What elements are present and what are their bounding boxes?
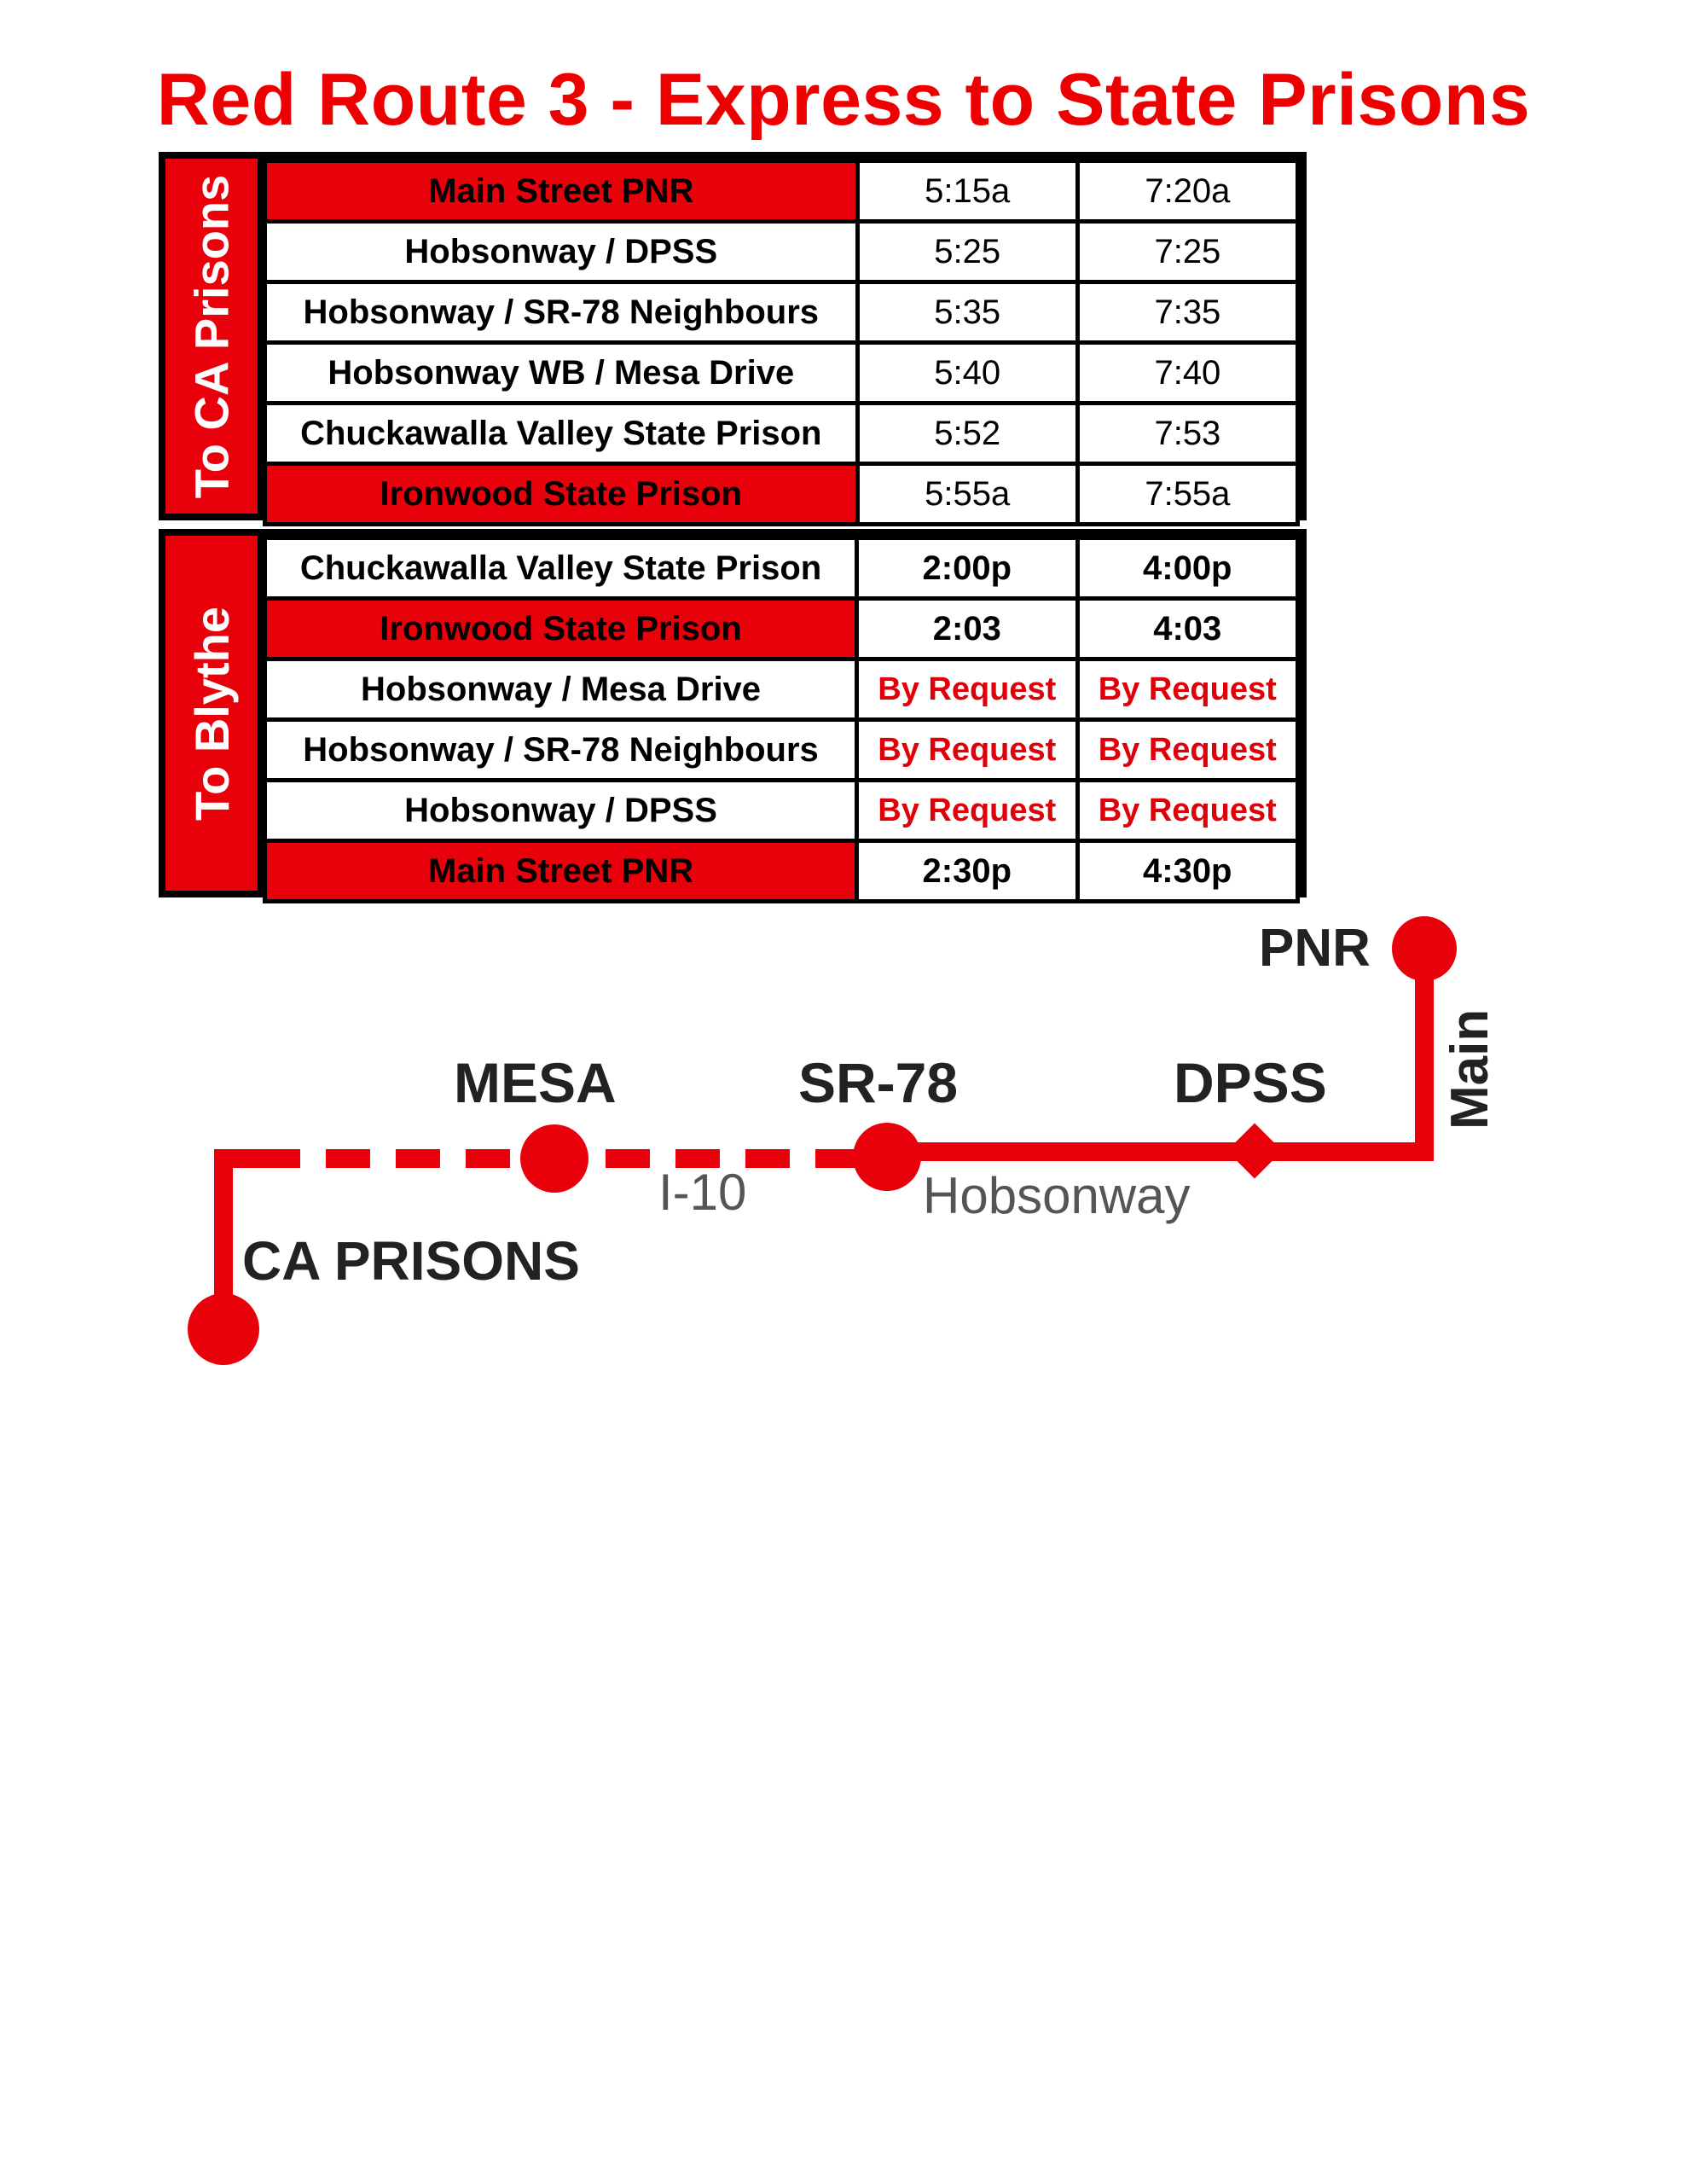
stop-name: Ironwood State Prison bbox=[265, 599, 857, 659]
departure-time: 2:00p bbox=[857, 538, 1077, 599]
road-label-i10: I-10 bbox=[658, 1164, 747, 1221]
request-time: By Request bbox=[1077, 781, 1297, 841]
request-time: By Request bbox=[1077, 659, 1297, 720]
page-title: Red Route 3 - Express to State Prisons bbox=[156, 59, 1531, 141]
stop-label-mesa: MESA bbox=[454, 1051, 617, 1114]
direction-label: To CA Prisons bbox=[184, 174, 239, 498]
table-row bbox=[265, 161, 1298, 222]
stop-name: Main Street PNR bbox=[265, 161, 858, 222]
direction-label-panel bbox=[165, 536, 263, 891]
departure-time: 5:55a bbox=[857, 464, 1077, 525]
stop-name: Chuckawalla Valley State Prison bbox=[265, 404, 858, 464]
table-row bbox=[265, 720, 1298, 781]
departure-time: 7:40 bbox=[1077, 343, 1297, 404]
table-row bbox=[265, 464, 1298, 525]
departure-time: 7:55a bbox=[1077, 464, 1297, 525]
stop-label-ca-prisons: CA PRISONS bbox=[242, 1230, 580, 1292]
departure-time: 5:35 bbox=[857, 282, 1077, 343]
stop-name: Hobsonway / DPSS bbox=[265, 781, 857, 841]
table-row bbox=[265, 538, 1298, 599]
schedule-table bbox=[263, 159, 1300, 526]
request-time: By Request bbox=[1077, 720, 1297, 781]
table-row bbox=[265, 599, 1298, 659]
request-time: By Request bbox=[857, 720, 1077, 781]
stop-name: Ironwood State Prison bbox=[265, 464, 858, 525]
departure-time: 4:03 bbox=[1077, 599, 1297, 659]
departure-time: 5:52 bbox=[857, 404, 1077, 464]
departure-time: 2:03 bbox=[857, 599, 1077, 659]
stop-marker-pnr bbox=[1392, 916, 1457, 981]
stop-name: Hobsonway / SR-78 Neighbours bbox=[265, 720, 857, 781]
departure-time: 5:40 bbox=[857, 343, 1077, 404]
schedule-to-blythe bbox=[159, 529, 1307, 897]
stop-name: Main Street PNR bbox=[265, 841, 857, 902]
direction-label: To Blythe bbox=[184, 606, 239, 821]
stop-marker-dpss bbox=[1226, 1123, 1282, 1178]
request-time: By Request bbox=[857, 781, 1077, 841]
schedule-to-prisons bbox=[159, 152, 1307, 520]
stop-name: Hobsonway / SR-78 Neighbours bbox=[265, 282, 858, 343]
stop-label-pnr: PNR bbox=[1259, 919, 1371, 978]
table-row bbox=[265, 841, 1298, 902]
stop-name: Chuckawalla Valley State Prison bbox=[265, 538, 857, 599]
table-row bbox=[265, 404, 1298, 464]
departure-time: 4:00p bbox=[1077, 538, 1297, 599]
stop-marker-ca-prisons bbox=[188, 1293, 259, 1365]
table-row bbox=[265, 343, 1298, 404]
table-row bbox=[265, 781, 1298, 841]
departure-time: 7:25 bbox=[1077, 222, 1297, 282]
departure-time: 7:53 bbox=[1077, 404, 1297, 464]
request-time: By Request bbox=[857, 659, 1077, 720]
departure-time: 7:35 bbox=[1077, 282, 1297, 343]
road-label-main: Main bbox=[1441, 1008, 1499, 1130]
schedule-table bbox=[263, 536, 1300, 903]
stop-marker-sr78 bbox=[853, 1123, 921, 1191]
stop-name: Hobsonway WB / Mesa Drive bbox=[265, 343, 858, 404]
stop-marker-mesa bbox=[520, 1124, 588, 1193]
stop-label-sr78: SR-78 bbox=[798, 1051, 959, 1114]
departure-time: 4:30p bbox=[1077, 841, 1297, 902]
stop-name: Hobsonway / DPSS bbox=[265, 222, 858, 282]
table-row bbox=[265, 659, 1298, 720]
departure-time: 5:25 bbox=[857, 222, 1077, 282]
direction-label-panel bbox=[165, 159, 263, 514]
departure-time: 2:30p bbox=[857, 841, 1077, 902]
table-row bbox=[265, 222, 1298, 282]
route-map bbox=[0, 904, 1687, 1382]
departure-time: 5:15a bbox=[857, 161, 1077, 222]
table-row bbox=[265, 282, 1298, 343]
route-line-main bbox=[887, 952, 1424, 1152]
road-label-hobsonway: Hobsonway bbox=[923, 1167, 1191, 1224]
departure-time: 7:20a bbox=[1077, 161, 1297, 222]
stop-label-dpss: DPSS bbox=[1174, 1051, 1327, 1114]
stop-name: Hobsonway / Mesa Drive bbox=[265, 659, 857, 720]
